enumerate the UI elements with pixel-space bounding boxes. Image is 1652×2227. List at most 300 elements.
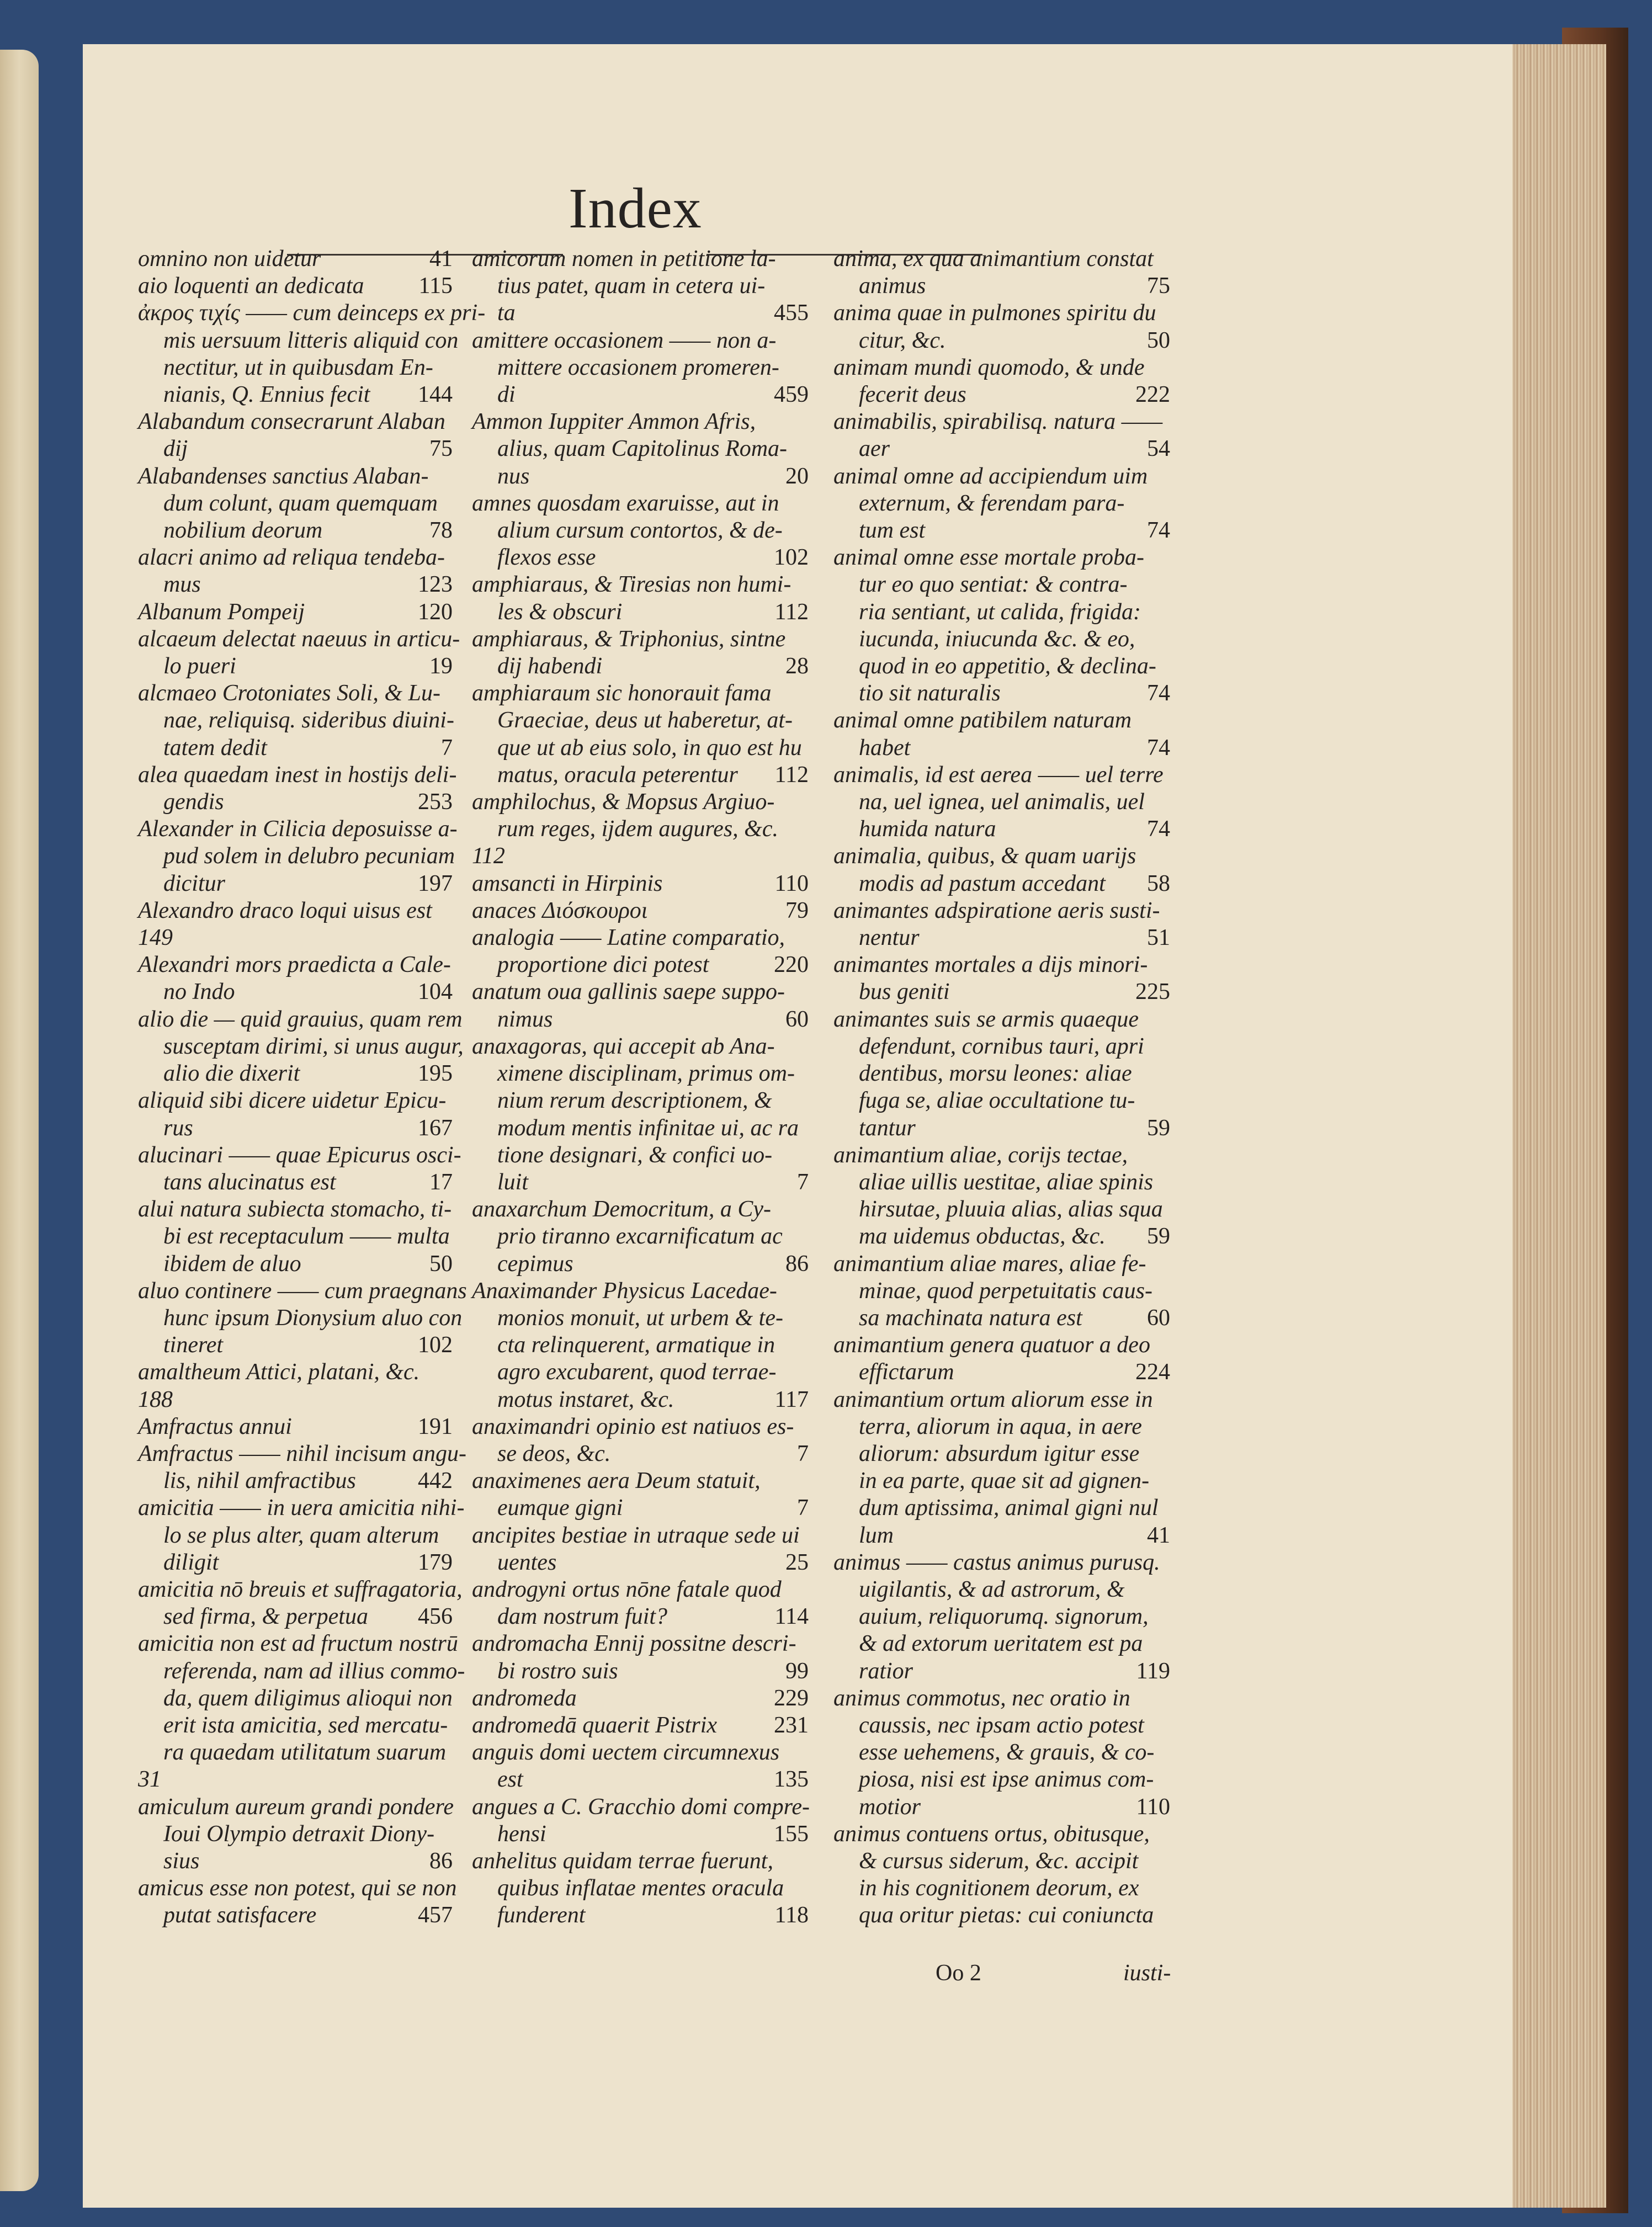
entry-text: anaces Διόσκουροι (472, 897, 648, 923)
entry-text: piosa, nisi est ipse animus com- (859, 1767, 1154, 1793)
entry-text: aliorum: absurdum igitur esse (859, 1441, 1140, 1466)
entry-page-number: 224 (1135, 1359, 1170, 1385)
entry-text: citur, &c. (859, 327, 946, 353)
index-entry-line (472, 354, 809, 381)
index-entry-line (138, 979, 453, 1006)
entry-text: nianis, Q. Ennius fecit (163, 382, 370, 408)
index-entry-line (472, 1413, 809, 1441)
index-entry-line (472, 897, 809, 924)
entry-page-number: 123 (418, 572, 453, 598)
index-entry-line (138, 1169, 453, 1196)
index-entry-line (138, 1902, 453, 1929)
entry-page-number: 19 (429, 653, 453, 679)
entry-text: tione designari, & confici uo- (497, 1142, 773, 1168)
entry-text: Ammon Iuppiter Ammon Afris, (472, 409, 756, 435)
entry-page-number: 7 (797, 1441, 809, 1466)
index-entry-line (833, 435, 1170, 463)
entry-text: est (497, 1767, 523, 1793)
entry-text: animalia, quibus, & quam uarijs (833, 843, 1136, 869)
entry-page-number: 102 (418, 1332, 453, 1358)
index-entry-line (833, 490, 1170, 517)
index-entry-line (138, 1495, 465, 1522)
entry-text: androgyni ortus nōne fatale quod (472, 1576, 782, 1602)
entry-text: alacri animo ad reliqua tendeba- (138, 545, 445, 571)
entry-text: auium, reliquorumq. signorum, (859, 1604, 1149, 1630)
entry-text: caussis, nec ipsam actio potest (859, 1712, 1144, 1738)
entry-page-number: 51 (1147, 925, 1170, 951)
entry-text: hunc ipsum Dionysium aluo con (163, 1305, 463, 1331)
page-heading: Index (569, 177, 702, 240)
index-entry-line (138, 870, 453, 897)
entry-page-number: 7 (797, 1169, 809, 1195)
index-entry-line (833, 1549, 1170, 1576)
entry-text: amicitia non est ad fructum nostrū (138, 1631, 458, 1657)
entry-text: anima quae in pulmones spiritu du (833, 300, 1156, 326)
index-entry-line (472, 1902, 809, 1929)
index-entry-line (833, 626, 1170, 653)
index-entry-line (472, 1223, 809, 1250)
entry-page-number: 253 (418, 789, 453, 815)
index-entry-line (833, 680, 1170, 707)
index-entry-line (472, 979, 809, 1006)
entry-text: humida natura (859, 816, 996, 842)
entry-text: da, quem diligimus alioqui non (163, 1685, 453, 1711)
entry-text: modum mentis infinitae ui, ac ra (497, 1115, 799, 1141)
index-entry-line (472, 1712, 809, 1739)
index-entry-line (833, 816, 1170, 843)
index-entry-line (472, 490, 809, 517)
entry-text: animantes adspiratione aeris susti- (833, 897, 1160, 923)
index-entry-line (472, 1468, 809, 1495)
entry-text: & ad extorum ueritatem est pa (859, 1631, 1143, 1657)
index-entry-line (138, 300, 486, 327)
index-entry-line (472, 762, 809, 789)
index-entry-line (138, 381, 453, 408)
entry-text: 31 (138, 1767, 161, 1793)
entry-text: Alexandro draco loqui uisus est (138, 897, 432, 923)
entry-text: nimus (497, 1006, 553, 1032)
index-entry-line (472, 571, 809, 598)
entry-text: omnino non uidetur (138, 246, 321, 272)
entry-text: Albanum Pompeij (138, 599, 305, 625)
index-entry-line (833, 300, 1170, 327)
index-entry-line (833, 1468, 1170, 1495)
entry-text: putat satisfacere (163, 1902, 317, 1928)
index-entry-line (138, 1658, 465, 1685)
index-entry-line (833, 1902, 1170, 1929)
entry-text: motus instaret, &c. (497, 1386, 674, 1412)
entry-page-number: 155 (774, 1821, 809, 1847)
index-entry-line (472, 1359, 809, 1386)
entry-text: angues a C. Gracchio domi compre- (472, 1794, 810, 1820)
entry-text: amphiaraum sic honorauit fama (472, 681, 772, 706)
entry-text: aer (859, 436, 890, 462)
index-entry-line (138, 843, 453, 870)
entry-page-number: 110 (1136, 1794, 1170, 1820)
entry-page-number: 50 (429, 1251, 453, 1277)
index-entry-line (138, 435, 453, 463)
index-entry-line (472, 680, 809, 707)
index-entry-line (472, 707, 809, 734)
entry-text: dentibus, morsu leones: aliae (859, 1061, 1132, 1087)
entry-page-number: 59 (1147, 1115, 1170, 1141)
entry-text: di (497, 382, 516, 408)
entry-page-number: 144 (418, 382, 453, 408)
entry-page-number: 7 (441, 735, 453, 761)
index-entry-line (833, 1875, 1170, 1902)
entry-page-number: 86 (785, 1251, 809, 1277)
entry-text: lo pueri (163, 653, 236, 679)
entry-text: alius, quam Capitolinus Roma- (497, 436, 788, 462)
index-entry-line (833, 354, 1170, 381)
entry-text: animus commotus, nec oratio in (833, 1685, 1130, 1711)
entry-page-number: 115 (418, 273, 453, 299)
index-entry-line (833, 735, 1170, 762)
entry-page-number: 86 (429, 1848, 453, 1874)
entry-text: anaximenes aera Deum statuit, (472, 1468, 761, 1494)
index-entry-line (833, 1495, 1170, 1522)
index-entry-line (472, 381, 809, 408)
index-entry-line (833, 1087, 1170, 1114)
entry-text: animal omne ad accipiendum uim (833, 463, 1148, 489)
index-entry-line (472, 1142, 809, 1169)
entry-text: na, uel ignea, uel animalis, uel (859, 789, 1145, 815)
entry-text: sed firma, & perpetua (163, 1604, 368, 1630)
index-entry-line (833, 1278, 1170, 1305)
index-column-3 (833, 246, 1170, 1930)
entry-text: sius (163, 1848, 200, 1874)
index-entry-line (138, 1468, 453, 1495)
entry-page-number: 222 (1135, 382, 1170, 408)
entry-page-number: 20 (785, 463, 809, 489)
index-entry-line (833, 1169, 1170, 1196)
entry-page-number: 225 (1135, 979, 1170, 1005)
entry-text: Alexander in Cilicia deposuisse a- (138, 816, 458, 842)
entry-text: animal omne esse mortale proba- (833, 545, 1145, 571)
entry-text: prio tiranno excarnificatum ac (497, 1224, 783, 1250)
entry-page-number: 74 (1147, 816, 1170, 842)
entry-text: Alabandenses sanctius Alaban- (138, 463, 429, 489)
entry-text: defendunt, cornibus tauri, apri (859, 1033, 1144, 1059)
entry-text: animantium genera quatuor a deo (833, 1332, 1150, 1358)
index-entry-line (138, 246, 453, 273)
index-entry-line (833, 707, 1170, 734)
index-entry-line (472, 246, 809, 273)
index-entry-line (138, 490, 453, 517)
entry-text: minae, quod perpetuitatis caus- (859, 1278, 1152, 1304)
entry-text: bi rostro suis (497, 1658, 618, 1684)
index-entry-line (472, 599, 809, 626)
index-entry-line (472, 1821, 809, 1848)
entry-text: dij (163, 436, 188, 462)
entry-page-number: 197 (418, 870, 453, 896)
entry-text: effictarum (859, 1359, 954, 1385)
index-entry-line (472, 1549, 809, 1576)
index-entry-line (833, 1305, 1170, 1332)
entry-text: animantes suis se armis quaeque (833, 1006, 1139, 1032)
index-entry-line (833, 762, 1170, 789)
entry-page-number: 60 (1147, 1305, 1170, 1331)
entry-text: lo se plus alter, quam alterum (163, 1522, 439, 1548)
index-entry-line (833, 1794, 1170, 1821)
entry-page-number: 17 (429, 1169, 453, 1195)
entry-text: ἀκρος τιχίς —— cum deinceps ex pri- (138, 300, 486, 326)
signature-mark: Oo 2 (936, 1960, 981, 1986)
entry-text: se deos, &c. (497, 1441, 611, 1466)
entry-text: amicitia —— in uera amicitia nihi- (138, 1495, 465, 1521)
entry-text: quibus inflatae mentes oracula (497, 1875, 784, 1901)
entry-text: uentes (497, 1549, 557, 1575)
entry-page-number: 41 (1147, 1522, 1170, 1548)
index-entry-line (138, 897, 453, 924)
index-entry-line (472, 1766, 809, 1793)
entry-text: tineret (163, 1332, 224, 1358)
index-entry-line (472, 653, 809, 680)
index-entry-line (472, 517, 809, 544)
entry-text: iucunda, iniucunda &c. & eo, (859, 626, 1135, 652)
entry-page-number: 112 (774, 762, 809, 788)
entry-page-number: 455 (774, 300, 809, 326)
entry-text: lum (859, 1522, 894, 1548)
entry-text: anima, ex qua animantium constat (833, 246, 1154, 272)
entry-text: Anaximander Physicus Lacedae- (472, 1278, 777, 1304)
index-entry-line (472, 327, 809, 354)
entry-text: animus contuens ortus, obitusque, (833, 1821, 1150, 1847)
entry-text: nectitur, ut in quibusdam En- (163, 354, 433, 380)
entry-text: tio sit naturalis (859, 681, 1001, 706)
index-entry-line (138, 463, 453, 490)
entry-text: erit ista amicitia, sed mercatu- (163, 1712, 448, 1738)
entry-text: diligit (163, 1549, 219, 1575)
index-entry-line (138, 924, 453, 952)
index-entry-line (833, 1522, 1170, 1549)
index-entry-line (138, 273, 453, 300)
entry-text: lis, nihil amfractibus (163, 1468, 356, 1494)
index-entry-line (138, 1739, 453, 1766)
entry-text: rus (163, 1115, 193, 1141)
entry-text: amnes quosdam exaruisse, aut in (472, 490, 779, 516)
index-entry-line (472, 1386, 809, 1413)
index-entry-line (472, 1685, 809, 1712)
index-entry-line (833, 1251, 1170, 1278)
entry-text: monios monuit, ut urbem & te- (497, 1305, 783, 1331)
entry-text: hensi (497, 1821, 546, 1847)
entry-text: alucinari —— quae Epicurus osci- (138, 1142, 461, 1168)
index-entry-line (138, 327, 459, 354)
entry-page-number: 75 (429, 436, 453, 462)
index-entry-line (472, 1006, 809, 1033)
index-entry-line (138, 599, 453, 626)
index-entry-line (138, 1522, 453, 1549)
index-entry-line (472, 300, 809, 327)
entry-page-number: 74 (1147, 518, 1170, 544)
entry-text: ma uidemus obductas, &c. (859, 1224, 1106, 1250)
index-entry-line (472, 1630, 809, 1657)
index-entry-line (472, 1739, 809, 1766)
index-entry-line (138, 1630, 458, 1657)
entry-text: mis uersuum litteris aliquid con (163, 327, 459, 353)
entry-page-number: 60 (785, 1006, 809, 1032)
index-entry-line (833, 1848, 1170, 1875)
index-entry-line (833, 1359, 1170, 1386)
index-entry-line (138, 408, 453, 435)
entry-text: bi est receptaculum —— multa (163, 1224, 450, 1250)
entry-page-number: 28 (785, 653, 809, 679)
entry-page-number: 191 (418, 1413, 453, 1439)
index-entry-line (472, 1033, 809, 1060)
index-entry-line (138, 735, 453, 762)
entry-text: aliquid sibi dicere uidetur Epicu- (138, 1088, 447, 1114)
entry-text: anatum oua gallinis saepe suppo- (472, 979, 785, 1005)
entry-page-number: 456 (418, 1604, 453, 1630)
index-entry-line (138, 544, 453, 571)
entry-text: amicorum nomen in petitione la- (472, 246, 776, 272)
index-entry-line (833, 1413, 1170, 1441)
entry-text: nium rerum descriptionem, & (497, 1088, 772, 1114)
entry-text: Alexandri mors praedicta a Cale- (138, 952, 451, 978)
entry-page-number: 79 (785, 897, 809, 923)
index-entry-line (138, 1848, 453, 1875)
index-entry-line (138, 354, 453, 381)
entry-text: amphilochus, & Mopsus Argiuo- (472, 789, 775, 815)
index-entry-line (833, 273, 1170, 300)
index-entry-line (138, 1332, 453, 1359)
entry-page-number: 135 (774, 1767, 809, 1793)
entry-text: alio die — quid grauius, quam rem (138, 1006, 463, 1032)
index-entry-line (138, 1087, 453, 1114)
entry-text: aliae uillis uestitae, aliae spinis (859, 1169, 1154, 1195)
entry-text: motior (859, 1794, 921, 1820)
index-entry-line (138, 680, 453, 707)
entry-text: animantes mortales a dijs minori- (833, 952, 1148, 978)
entry-text: tius patet, quam in cetera ui- (497, 273, 766, 299)
entry-text: pud solem in delubro pecuniam (163, 843, 455, 869)
index-entry-line (138, 1142, 461, 1169)
entry-text: alea quaedam inest in hostijs deli- (138, 762, 457, 788)
index-entry-line (833, 1576, 1170, 1603)
entry-text: mittere occasionem promeren- (497, 354, 779, 380)
index-entry-line (472, 1305, 809, 1332)
index-column-1 (138, 246, 486, 1930)
entry-page-number: 59 (1147, 1224, 1170, 1250)
index-entry-line (472, 952, 809, 979)
entry-text: analogia —— Latine comparatio, (472, 925, 785, 951)
index-entry-line (833, 1033, 1170, 1060)
entry-text: sa machinata natura est (859, 1305, 1082, 1331)
entry-text: rum reges, ijdem augures, &c. (497, 816, 778, 842)
index-entry-line (833, 463, 1170, 490)
index-entry-line (138, 816, 458, 843)
entry-text: cepimus (497, 1251, 573, 1277)
entry-page-number: 50 (1147, 327, 1170, 353)
entry-page-number: 220 (774, 952, 809, 978)
index-entry-line (833, 1630, 1170, 1657)
index-entry-line (833, 1685, 1170, 1712)
index-entry-line (138, 952, 453, 979)
entry-text: alium cursum contortos, & de- (497, 518, 783, 544)
entry-page-number: 195 (418, 1061, 453, 1087)
index-entry-line (138, 1875, 457, 1902)
entry-page-number: 457 (418, 1902, 453, 1928)
index-entry-line (833, 979, 1170, 1006)
entry-text: terra, aliorum in aqua, in aere (859, 1413, 1142, 1439)
entry-text: no Indo (163, 979, 235, 1005)
entry-page-number: 54 (1147, 436, 1170, 462)
entry-text: mus (163, 572, 201, 598)
entry-page-number: 117 (774, 1386, 809, 1412)
entry-text: funderent (497, 1902, 586, 1928)
catchword: iusti- (1123, 1960, 1171, 1986)
entry-text: amsancti in Hirpinis (472, 870, 663, 896)
entry-text: bus geniti (859, 979, 950, 1005)
index-entry-line (833, 843, 1170, 870)
index-entry-line (472, 735, 809, 762)
index-entry-line (138, 1576, 463, 1603)
entry-text: animus —— castus animus purusq. (833, 1549, 1160, 1575)
index-entry-line (472, 1087, 809, 1114)
entry-text: amphiaraus, & Triphonius, sintne (472, 626, 786, 652)
index-entry-line (138, 1766, 453, 1793)
index-entry-line (472, 1278, 809, 1305)
entry-text: animal omne patibilem naturam (833, 708, 1132, 734)
index-entry-line (472, 1115, 809, 1142)
index-entry-line (833, 1603, 1170, 1630)
index-entry-line (472, 1658, 809, 1685)
entry-text: animantium aliae, corijs tectae, (833, 1142, 1128, 1168)
entry-text: eumque gigni (497, 1495, 623, 1521)
entry-text: tum est (859, 518, 926, 544)
entry-text: anaximandri opinio est natiuos es- (472, 1413, 794, 1439)
index-entry-line (138, 1549, 453, 1576)
index-entry-line (833, 517, 1170, 544)
entry-page-number: 102 (774, 545, 809, 571)
index-entry-line (472, 1794, 809, 1821)
entry-text: alio die dixerit (163, 1061, 300, 1087)
entry-text: que ut ab eius solo, in quo est hu (497, 735, 802, 761)
entry-text: ximene disciplinam, primus om- (497, 1061, 795, 1087)
entry-text: luit (497, 1169, 529, 1195)
index-entry-line (138, 1386, 453, 1413)
entry-text: animantium ortum aliorum esse in (833, 1386, 1153, 1412)
index-entry-line (472, 1875, 809, 1902)
entry-text: habet (859, 735, 911, 761)
index-entry-line (833, 1115, 1170, 1142)
entry-text: dum aptissima, animal gigni nul (859, 1495, 1159, 1521)
entry-page-number: 104 (418, 979, 453, 1005)
entry-text: amicitia nō breuis et suffragatoria, (138, 1576, 463, 1602)
index-entry-line (472, 1169, 809, 1196)
entry-text: hirsutae, pluuia alias, alias squa (859, 1197, 1163, 1223)
entry-text: proportione dici potest (497, 952, 709, 978)
index-entry-line (472, 1848, 809, 1875)
index-entry-line (833, 571, 1170, 598)
entry-page-number: 118 (774, 1902, 809, 1928)
entry-page-number: 179 (418, 1549, 453, 1575)
index-entry-line (138, 653, 453, 680)
index-entry-line (472, 626, 809, 653)
entry-text: 149 (138, 925, 173, 951)
entry-text: dum colunt, quam quemquam (163, 490, 438, 516)
entry-text: & cursus siderum, &c. accipit (859, 1848, 1139, 1874)
entry-text: aio loquenti an dedicata (138, 273, 364, 299)
page-stack-edges (1512, 44, 1606, 2208)
entry-page-number: 442 (418, 1468, 453, 1494)
index-entry-line (138, 1603, 453, 1630)
entry-text: ria sentiant, ut calida, frigida: (859, 599, 1141, 625)
entry-text: alcmaeo Crotoniates Soli, & Lu- (138, 681, 440, 706)
index-entry-line (472, 544, 809, 571)
index-entry-line (138, 1413, 453, 1441)
